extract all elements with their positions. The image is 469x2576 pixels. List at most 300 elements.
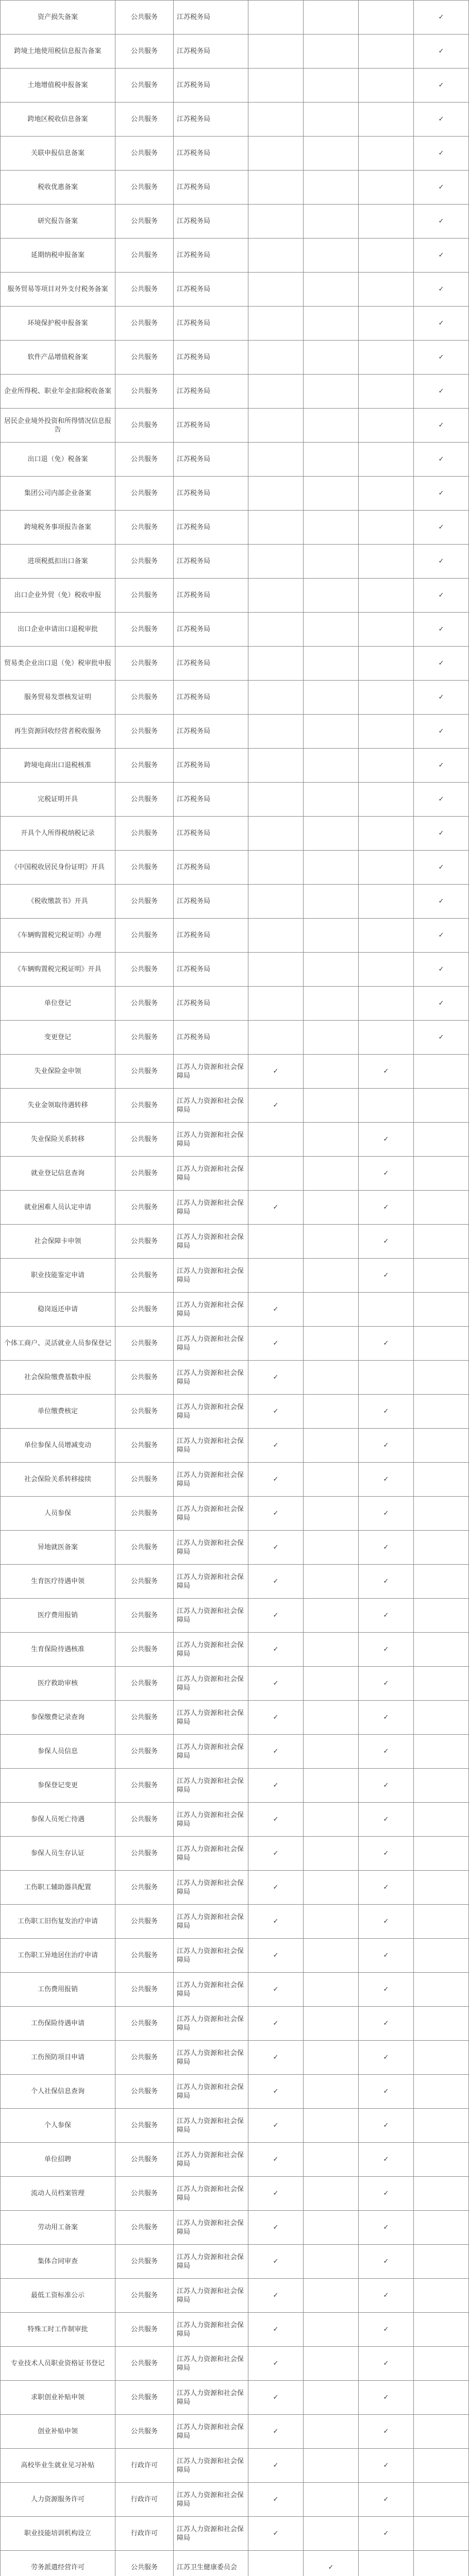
check-cell-4 [414, 1701, 469, 1735]
service-category: 公共服务 [115, 35, 174, 69]
service-category: 公共服务 [115, 443, 174, 477]
service-name: 集团公司内部企业备案 [1, 477, 115, 511]
service-department: 江苏税务局 [174, 409, 248, 443]
check-cell-1 [248, 1225, 304, 1259]
table-row [1, 2075, 469, 2109]
service-department: 江苏税务局 [174, 511, 248, 545]
service-category: 公共服务 [115, 613, 174, 647]
table-row [1, 1973, 469, 2007]
service-category: 公共服务 [115, 1871, 174, 1905]
table-row [1, 2041, 469, 2075]
check-cell-4 [414, 1123, 469, 1157]
table-row [1, 2109, 469, 2143]
check-cell-3 [359, 919, 414, 953]
check-cell-4: ✓ [414, 239, 469, 273]
table-row [1, 817, 469, 851]
check-cell-4: ✓ [414, 103, 469, 137]
check-cell-4: ✓ [414, 137, 469, 171]
check-cell-4: ✓ [414, 715, 469, 749]
service-category: 公共服务 [115, 1803, 174, 1837]
check-cell-3: ✓ [359, 2109, 414, 2143]
check-cell-3 [359, 239, 414, 273]
check-cell-3: ✓ [359, 2449, 414, 2483]
check-cell-2 [304, 851, 359, 885]
service-department: 江苏人力资源和社会保障局 [174, 1701, 248, 1735]
service-category: 公共服务 [115, 1293, 174, 1327]
check-cell-1: ✓ [248, 2109, 304, 2143]
check-cell-1 [248, 749, 304, 783]
service-name: 《税收缴款书》开具 [1, 885, 115, 919]
table-row [1, 1939, 469, 1973]
service-name: 个体工商户、灵活就业人员参保登记 [1, 1327, 115, 1361]
check-cell-1: ✓ [248, 2517, 304, 2551]
table-row [1, 579, 469, 613]
check-cell-3 [359, 375, 414, 409]
table-row [1, 1905, 469, 1939]
service-name: 单位招聘 [1, 2143, 115, 2177]
table-row [1, 1327, 469, 1361]
check-cell-3: ✓ [359, 1769, 414, 1803]
check-cell-1: ✓ [248, 1803, 304, 1837]
table-row [1, 749, 469, 783]
check-cell-2 [304, 885, 359, 919]
check-cell-1 [248, 613, 304, 647]
service-category: 公共服务 [115, 2415, 174, 2449]
table-row [1, 2483, 469, 2517]
service-department: 江苏人力资源和社会保障局 [174, 2483, 248, 2517]
check-cell-2 [304, 1803, 359, 1837]
check-cell-4 [414, 1633, 469, 1667]
service-department: 江苏人力资源和社会保障局 [174, 2007, 248, 2041]
service-department: 江苏人力资源和社会保障局 [174, 1803, 248, 1837]
check-cell-4 [414, 1769, 469, 1803]
check-cell-2 [304, 545, 359, 579]
service-name: 参保人员死亡待遇 [1, 1803, 115, 1837]
check-cell-3: ✓ [359, 1497, 414, 1531]
service-name: 就业困难人员认定申请 [1, 1191, 115, 1225]
service-category: 公共服务 [115, 69, 174, 103]
service-name: 工伤保险待遇申请 [1, 2007, 115, 2041]
check-cell-1 [248, 953, 304, 987]
service-name: 稳岗返还申请 [1, 1293, 115, 1327]
table-row [1, 1531, 469, 1565]
service-category: 公共服务 [115, 681, 174, 715]
check-cell-3: ✓ [359, 2007, 414, 2041]
service-name: 职业技能鉴定申请 [1, 1259, 115, 1293]
service-category: 公共服务 [115, 1191, 174, 1225]
service-department: 江苏人力资源和社会保障局 [174, 1089, 248, 1123]
service-department: 江苏税务局 [174, 987, 248, 1021]
check-cell-1: ✓ [248, 2347, 304, 2381]
table-row [1, 1769, 469, 1803]
service-name: 个人参保 [1, 2109, 115, 2143]
check-cell-3: ✓ [359, 1803, 414, 1837]
check-cell-1 [248, 273, 304, 307]
check-cell-4: ✓ [414, 579, 469, 613]
service-department: 江苏人力资源和社会保障局 [174, 2347, 248, 2381]
service-name: 出口退（免）税备案 [1, 443, 115, 477]
service-name: 研究报告备案 [1, 205, 115, 239]
check-cell-3 [359, 2551, 414, 2576]
service-category: 公共服务 [115, 885, 174, 919]
table-row [1, 1021, 469, 1055]
check-cell-3: ✓ [359, 2483, 414, 2517]
table-row [1, 2347, 469, 2381]
check-cell-1: ✓ [248, 1939, 304, 1973]
check-cell-3 [359, 69, 414, 103]
check-cell-4 [414, 2483, 469, 2517]
service-name: 进项税抵扣出口备案 [1, 545, 115, 579]
service-category: 公共服务 [115, 103, 174, 137]
check-cell-4 [414, 2041, 469, 2075]
check-cell-2 [304, 443, 359, 477]
service-department: 江苏人力资源和社会保障局 [174, 1327, 248, 1361]
service-category: 公共服务 [115, 1497, 174, 1531]
service-category: 公共服务 [115, 137, 174, 171]
check-cell-2 [304, 1089, 359, 1123]
service-category: 公共服务 [115, 2313, 174, 2347]
table-row [1, 1259, 469, 1293]
check-cell-2 [304, 1769, 359, 1803]
service-name: 工伤费用报销 [1, 1973, 115, 2007]
check-cell-3: ✓ [359, 1395, 414, 1429]
check-cell-3 [359, 987, 414, 1021]
table-row [1, 1191, 469, 1225]
check-cell-4: ✓ [414, 341, 469, 375]
check-cell-1 [248, 409, 304, 443]
service-department: 江苏税务局 [174, 749, 248, 783]
check-cell-4: ✓ [414, 477, 469, 511]
check-cell-2 [304, 511, 359, 545]
check-cell-2 [304, 2245, 359, 2279]
check-cell-3 [359, 647, 414, 681]
check-cell-3: ✓ [359, 1157, 414, 1191]
check-cell-4 [414, 1225, 469, 1259]
service-category: 公共服务 [115, 2007, 174, 2041]
service-department: 江苏人力资源和社会保障局 [174, 1565, 248, 1599]
service-department: 江苏人力资源和社会保障局 [174, 2177, 248, 2211]
check-cell-1: ✓ [248, 1565, 304, 1599]
check-cell-1 [248, 171, 304, 205]
check-cell-1 [248, 579, 304, 613]
service-department: 江苏税务局 [174, 817, 248, 851]
table-row [1, 137, 469, 171]
service-category: 公共服务 [115, 2347, 174, 2381]
check-cell-3 [359, 137, 414, 171]
service-department: 江苏人力资源和社会保障局 [174, 1429, 248, 1463]
service-category: 公共服务 [115, 1361, 174, 1395]
check-cell-2 [304, 2449, 359, 2483]
check-cell-3 [359, 851, 414, 885]
service-category: 公共服务 [115, 2211, 174, 2245]
table-row [1, 409, 469, 443]
service-category: 公共服务 [115, 2245, 174, 2279]
service-category: 公共服务 [115, 953, 174, 987]
services-table-body [1, 1, 469, 2576]
table-row [1, 2381, 469, 2415]
check-cell-4 [414, 2551, 469, 2576]
check-cell-2 [304, 613, 359, 647]
check-cell-4: ✓ [414, 171, 469, 205]
table-row [1, 2279, 469, 2313]
check-cell-1 [248, 1021, 304, 1055]
check-cell-1: ✓ [248, 1871, 304, 1905]
check-cell-3 [359, 1293, 414, 1327]
check-cell-1: ✓ [248, 1089, 304, 1123]
check-cell-4: ✓ [414, 953, 469, 987]
check-cell-3 [359, 205, 414, 239]
service-name: 土地增值税申报备案 [1, 69, 115, 103]
service-name: 异地就医备案 [1, 1531, 115, 1565]
check-cell-3: ✓ [359, 1327, 414, 1361]
service-department: 江苏人力资源和社会保障局 [174, 2075, 248, 2109]
check-cell-2 [304, 69, 359, 103]
service-category: 公共服务 [115, 1531, 174, 1565]
check-cell-1: ✓ [248, 2143, 304, 2177]
table-row [1, 511, 469, 545]
check-cell-4 [414, 1837, 469, 1871]
check-cell-4 [414, 2449, 469, 2483]
check-cell-3: ✓ [359, 2347, 414, 2381]
service-department: 江苏税务局 [174, 35, 248, 69]
service-name: 流动人员档案管理 [1, 2177, 115, 2211]
check-cell-2 [304, 1021, 359, 1055]
service-category: 公共服务 [115, 919, 174, 953]
table-row [1, 239, 469, 273]
check-cell-4 [414, 2143, 469, 2177]
check-cell-4 [414, 2245, 469, 2279]
service-category: 公共服务 [115, 783, 174, 817]
check-cell-2 [304, 2313, 359, 2347]
check-cell-4 [414, 1157, 469, 1191]
check-cell-1: ✓ [248, 1837, 304, 1871]
check-cell-4 [414, 2313, 469, 2347]
check-cell-2 [304, 2143, 359, 2177]
table-row [1, 375, 469, 409]
service-department: 江苏税务局 [174, 205, 248, 239]
check-cell-4 [414, 1871, 469, 1905]
check-cell-4: ✓ [414, 783, 469, 817]
check-cell-3: ✓ [359, 1191, 414, 1225]
check-cell-2 [304, 273, 359, 307]
check-cell-4: ✓ [414, 647, 469, 681]
table-row [1, 919, 469, 953]
service-name: 创业补贴申领 [1, 2415, 115, 2449]
check-cell-3: ✓ [359, 1905, 414, 1939]
service-department: 江苏税务局 [174, 545, 248, 579]
check-cell-3: ✓ [359, 1531, 414, 1565]
service-category: 公共服务 [115, 1837, 174, 1871]
check-cell-3 [359, 579, 414, 613]
service-name: 出口企业外贸（免）税收申报 [1, 579, 115, 613]
check-cell-4: ✓ [414, 851, 469, 885]
check-cell-1 [248, 69, 304, 103]
check-cell-2 [304, 1599, 359, 1633]
table-row [1, 171, 469, 205]
service-name: 工伤职工旧伤复发治疗申请 [1, 1905, 115, 1939]
check-cell-2 [304, 1633, 359, 1667]
service-department: 江苏税务局 [174, 239, 248, 273]
table-row [1, 69, 469, 103]
check-cell-2 [304, 1701, 359, 1735]
check-cell-1 [248, 681, 304, 715]
service-department: 江苏税务局 [174, 885, 248, 919]
service-name: 求职创业补贴申领 [1, 2381, 115, 2415]
check-cell-1: ✓ [248, 1769, 304, 1803]
service-department: 江苏人力资源和社会保障局 [174, 1939, 248, 1973]
check-cell-3 [359, 477, 414, 511]
service-category: 公共服务 [115, 409, 174, 443]
table-row [1, 2177, 469, 2211]
check-cell-1 [248, 511, 304, 545]
check-cell-1 [248, 817, 304, 851]
check-cell-3: ✓ [359, 2041, 414, 2075]
check-cell-3 [359, 1361, 414, 1395]
check-cell-3 [359, 1021, 414, 1055]
check-cell-3: ✓ [359, 2075, 414, 2109]
service-name: 《车辆购置税完税证明》开具 [1, 953, 115, 987]
service-name: 税收优惠备案 [1, 171, 115, 205]
check-cell-3 [359, 35, 414, 69]
check-cell-4 [414, 1361, 469, 1395]
check-cell-2 [304, 1327, 359, 1361]
check-cell-2 [304, 2041, 359, 2075]
service-name: 单位缴费核定 [1, 1395, 115, 1429]
check-cell-4: ✓ [414, 409, 469, 443]
check-cell-2 [304, 783, 359, 817]
service-department: 江苏人力资源和社会保障局 [174, 1531, 248, 1565]
service-department: 江苏税务局 [174, 69, 248, 103]
check-cell-2 [304, 1157, 359, 1191]
service-department: 江苏人力资源和社会保障局 [174, 2279, 248, 2313]
service-name: 《车辆购置税完税证明》办理 [1, 919, 115, 953]
table-row [1, 2517, 469, 2551]
service-category: 公共服务 [115, 1, 174, 35]
service-name: 跨境土地使用税信息报告备案 [1, 35, 115, 69]
check-cell-4 [414, 2381, 469, 2415]
check-cell-3 [359, 1089, 414, 1123]
service-department: 江苏税务局 [174, 613, 248, 647]
service-category: 公共服务 [115, 1701, 174, 1735]
check-cell-1: ✓ [248, 1055, 304, 1089]
check-cell-2 [304, 1123, 359, 1157]
check-cell-2 [304, 2517, 359, 2551]
service-department: 江苏税务局 [174, 477, 248, 511]
table-row [1, 1735, 469, 1769]
check-cell-2 [304, 647, 359, 681]
service-department: 江苏人力资源和社会保障局 [174, 2313, 248, 2347]
check-cell-2 [304, 987, 359, 1021]
service-department: 江苏人力资源和社会保障局 [174, 1055, 248, 1089]
check-cell-2 [304, 1735, 359, 1769]
service-department: 江苏税务局 [174, 273, 248, 307]
check-cell-1 [248, 1, 304, 35]
check-cell-2 [304, 2075, 359, 2109]
check-cell-3: ✓ [359, 2415, 414, 2449]
check-cell-2 [304, 1225, 359, 1259]
check-cell-3: ✓ [359, 1463, 414, 1497]
service-department: 江苏人力资源和社会保障局 [174, 1259, 248, 1293]
service-department: 江苏税务局 [174, 647, 248, 681]
service-department: 江苏税务局 [174, 103, 248, 137]
service-department: 江苏人力资源和社会保障局 [174, 1735, 248, 1769]
check-cell-1 [248, 477, 304, 511]
service-name: 跨地区税收信息备案 [1, 103, 115, 137]
service-category: 公共服务 [115, 749, 174, 783]
service-name: 服务贸易等项目对外支付税务备案 [1, 273, 115, 307]
check-cell-1 [248, 103, 304, 137]
service-department: 江苏人力资源和社会保障局 [174, 2143, 248, 2177]
check-cell-2 [304, 171, 359, 205]
check-cell-2 [304, 1973, 359, 2007]
service-department: 江苏税务局 [174, 137, 248, 171]
service-department: 江苏人力资源和社会保障局 [174, 1497, 248, 1531]
service-department: 江苏税务局 [174, 579, 248, 613]
check-cell-4 [414, 2109, 469, 2143]
service-department: 江苏税务局 [174, 681, 248, 715]
table-row [1, 953, 469, 987]
service-category: 公共服务 [115, 2109, 174, 2143]
service-name: 失业保险金申领 [1, 1055, 115, 1089]
check-cell-4 [414, 2177, 469, 2211]
service-name: 延期纳税申报备案 [1, 239, 115, 273]
service-category: 公共服务 [115, 1599, 174, 1633]
check-cell-2 [304, 749, 359, 783]
check-cell-2 [304, 375, 359, 409]
service-category: 行政许可 [115, 2483, 174, 2517]
service-department: 江苏税务局 [174, 341, 248, 375]
check-cell-4 [414, 1463, 469, 1497]
check-cell-4: ✓ [414, 511, 469, 545]
service-department: 江苏人力资源和社会保障局 [174, 1191, 248, 1225]
table-row [1, 341, 469, 375]
service-name: 劳务派遣经营许可 [1, 2551, 115, 2576]
service-name: 参保人员信息 [1, 1735, 115, 1769]
check-cell-2 [304, 1905, 359, 1939]
check-cell-1 [248, 545, 304, 579]
check-cell-3: ✓ [359, 1123, 414, 1157]
check-cell-4 [414, 1667, 469, 1701]
check-cell-4: ✓ [414, 307, 469, 341]
check-cell-4: ✓ [414, 1, 469, 35]
service-name: 出口企业申请出口退税审批 [1, 613, 115, 647]
service-department: 江苏税务局 [174, 851, 248, 885]
service-department: 江苏税务局 [174, 783, 248, 817]
check-cell-2 [304, 2007, 359, 2041]
check-cell-2: ✓ [304, 2551, 359, 2576]
check-cell-4: ✓ [414, 613, 469, 647]
service-category: 公共服务 [115, 1259, 174, 1293]
check-cell-1: ✓ [248, 2279, 304, 2313]
check-cell-2 [304, 409, 359, 443]
service-name: 工伤职工异地居住治疗申请 [1, 1939, 115, 1973]
check-cell-1 [248, 885, 304, 919]
check-cell-3: ✓ [359, 2381, 414, 2415]
check-cell-3 [359, 545, 414, 579]
table-row [1, 1, 469, 35]
service-department: 江苏人力资源和社会保障局 [174, 1599, 248, 1633]
check-cell-1: ✓ [248, 2483, 304, 2517]
service-department: 江苏人力资源和社会保障局 [174, 1293, 248, 1327]
service-department: 江苏人力资源和社会保障局 [174, 2517, 248, 2551]
service-name: 失业保险关系转移 [1, 1123, 115, 1157]
check-cell-3: ✓ [359, 1701, 414, 1735]
table-row [1, 545, 469, 579]
service-category: 公共服务 [115, 1157, 174, 1191]
service-name: 单位登记 [1, 987, 115, 1021]
service-category: 公共服务 [115, 1769, 174, 1803]
check-cell-3: ✓ [359, 1973, 414, 2007]
